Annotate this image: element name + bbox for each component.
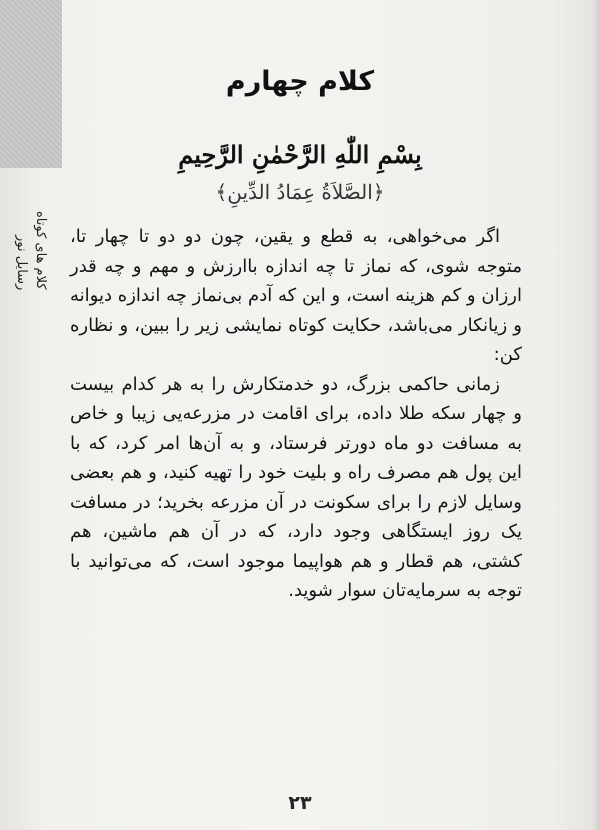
body-text: [70, 222, 522, 606]
quran-motto: ﴿الصَّلاَةُ عِمَادُ الدِّينِ﴾: [215, 180, 385, 204]
running-head: [0, 170, 62, 290]
paragraph: اگر می‌خواهی، به قطع و یقین، چون دو دو تا چهار تا، متوجه شوی، که نماز تا چه اندازه باارزش و مهم و چه قدر ارزان و کم هزینه است، و این که آدم بی‌نماز چه اندازه دیوانه و زیانکار می‌باشد، حکایت کوتاه نمایشی زیر را ببین، و نظاره کن:: [70, 226, 522, 365]
book-title: کلام های کوتاه: [33, 211, 48, 290]
basmala: بِسْمِ اللّٰهِ الرَّحْمٰنِ الرَّحِيمِ: [178, 140, 422, 169]
series-title: رسایل نور: [14, 234, 29, 290]
side-tab-marker: [0, 0, 62, 168]
chapter-title: کلام چهارم: [225, 66, 375, 97]
page-number: ۲۳: [288, 792, 312, 814]
page-edge-shadow: [592, 0, 600, 830]
paragraph: زمانی حاکمی بزرگ، دو خدمتکارش را به هر کدام بیست و چهار سکه طلا داده، برای اقامت در مزرعه‌یی زیبا و خاص به مسافت دو ماه دورتر فرستاد، و به آن‌ها امر کرد، که با این پول هم مصرف راه و بلیت خود را تهیه کنید، و هم بعضی وسایل لازم را برای سکونت در آن مزرعه بخرید؛ در مسافت یک روز ایستگاهی وجود دارد، که در آن هم ماشین، هم کشتی، هم قطار و هم هواپیما موجود است، که می‌توانید با توجه به سرمایه‌تان سوار شوید.: [70, 373, 522, 601]
